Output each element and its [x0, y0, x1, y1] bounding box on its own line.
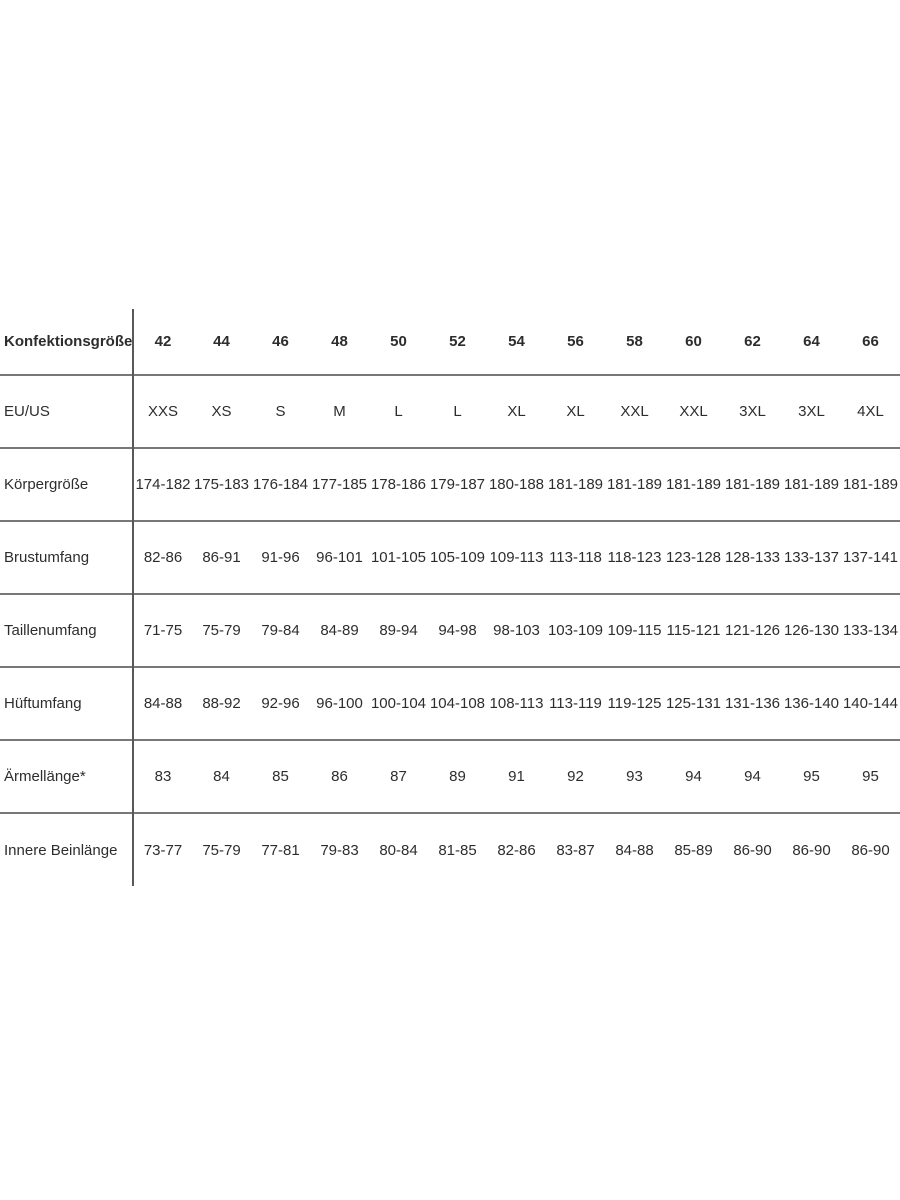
table-cell: 85: [251, 740, 310, 813]
table-cell: 101-105: [369, 521, 428, 594]
table-cell: 81-85: [428, 813, 487, 886]
table-cell: 84: [192, 740, 251, 813]
table-cell: 60: [685, 333, 702, 350]
table-cell: 136-140: [782, 667, 841, 740]
table-cell: 181-189: [841, 448, 900, 521]
size-chart: [0, 309, 900, 886]
table-cell: 86-90: [841, 813, 900, 886]
table-cell: 48: [331, 333, 348, 350]
table-cell: 54: [508, 333, 525, 350]
table-cell: 109-113: [487, 521, 546, 594]
table-cell: 77-81: [251, 813, 310, 886]
table-cell: 104-108: [428, 667, 487, 740]
table-cell: 94-98: [428, 594, 487, 667]
table-cell: 98-103: [487, 594, 546, 667]
table-cell: 96-100: [310, 667, 369, 740]
table-cell: 79-83: [310, 813, 369, 886]
table-cell: 174-182: [133, 448, 192, 521]
table-cell: 58: [626, 333, 643, 350]
row-label: Innere Beinlänge: [0, 813, 133, 886]
table-cell: 113-118: [546, 521, 605, 594]
table-cell: L: [369, 375, 428, 448]
table-cell: 181-189: [664, 448, 723, 521]
table-cell: XS: [192, 375, 251, 448]
table-cell: 181-189: [546, 448, 605, 521]
table-cell: 88-92: [192, 667, 251, 740]
table-cell: 177-185: [310, 448, 369, 521]
table-cell: 181-189: [723, 448, 782, 521]
table-cell: 87: [369, 740, 428, 813]
table-cell: 94: [664, 740, 723, 813]
table-cell: 108-113: [487, 667, 546, 740]
table-cell: 128-133: [723, 521, 782, 594]
table-row: [0, 309, 900, 375]
table-cell: 140-144: [841, 667, 900, 740]
table-cell: 115-121: [664, 594, 723, 667]
table-cell: 42: [154, 333, 172, 350]
row-label: Hüftumfang: [0, 667, 133, 740]
table-cell: 75-79: [192, 813, 251, 886]
table-cell: 89: [428, 740, 487, 813]
table-cell: XL: [487, 375, 546, 448]
size-chart-table: [0, 309, 900, 886]
table-cell: 3XL: [723, 375, 782, 448]
table-cell: 64: [803, 333, 820, 350]
table-cell: 66: [862, 333, 879, 350]
table-cell: S: [251, 375, 310, 448]
row-label: Taillenumfang: [0, 594, 133, 667]
table-cell: 75-79: [192, 594, 251, 667]
table-cell: 4XL: [841, 375, 900, 448]
table-cell: 179-187: [428, 448, 487, 521]
table-row: [0, 375, 900, 448]
table-cell: M: [310, 375, 369, 448]
table-cell: 105-109: [428, 521, 487, 594]
table-cell: 82-86: [487, 813, 546, 886]
table-cell: 82-86: [133, 521, 192, 594]
table-cell: 92: [546, 740, 605, 813]
row-label: Brustumfang: [0, 521, 133, 594]
table-cell: 93: [605, 740, 664, 813]
table-cell: 50: [390, 333, 407, 350]
table-cell: 86-91: [192, 521, 251, 594]
table-cell: 46: [272, 333, 289, 350]
table-cell: 86-90: [782, 813, 841, 886]
table-cell: 86: [310, 740, 369, 813]
table-cell: 133-134: [841, 594, 900, 667]
table-cell: XL: [546, 375, 605, 448]
table-cell: 180-188: [487, 448, 546, 521]
table-cell: 56: [567, 333, 584, 350]
table-cell: 44: [213, 333, 230, 350]
table-cell: 96-101: [310, 521, 369, 594]
table-cell: 137-141: [841, 521, 900, 594]
table-cell: 95: [841, 740, 900, 813]
table-cell: 85-89: [664, 813, 723, 886]
table-cell: 133-137: [782, 521, 841, 594]
table-cell: 176-184: [251, 448, 310, 521]
table-cell: 86-90: [723, 813, 782, 886]
table-cell: 118-123: [605, 521, 664, 594]
table-cell: 95: [782, 740, 841, 813]
table-cell: 3XL: [782, 375, 841, 448]
table-cell: 123-128: [664, 521, 723, 594]
row-label: EU/US: [0, 375, 133, 448]
table-cell: 181-189: [782, 448, 841, 521]
table-cell: XXS: [133, 375, 192, 448]
table-cell: 175-183: [192, 448, 251, 521]
table-cell: 84-88: [133, 667, 192, 740]
table-cell: 83: [133, 740, 192, 813]
table-cell: 181-189: [605, 448, 664, 521]
table-cell: 113-119: [546, 667, 605, 740]
table-cell: 94: [723, 740, 782, 813]
table-cell: 84-88: [605, 813, 664, 886]
table-cell: 178-186: [369, 448, 428, 521]
row-label: Ärmellänge*: [0, 740, 133, 813]
row-label: Konfektionsgröße: [0, 309, 133, 375]
table-cell: 80-84: [369, 813, 428, 886]
table-row: [0, 740, 900, 813]
size-chart-body: [0, 309, 900, 886]
table-cell: 71-75: [133, 594, 192, 667]
table-cell: 79-84: [251, 594, 310, 667]
table-cell: 91: [487, 740, 546, 813]
table-cell: XXL: [605, 375, 664, 448]
table-cell: 125-131: [664, 667, 723, 740]
table-cell: 126-130: [782, 594, 841, 667]
table-row: [0, 594, 900, 667]
table-cell: 119-125: [605, 667, 664, 740]
table-row: [0, 448, 900, 521]
table-cell: 62: [744, 333, 761, 350]
table-cell: 100-104: [369, 667, 428, 740]
table-row: [0, 521, 900, 594]
table-cell: 73-77: [133, 813, 192, 886]
table-row: [0, 667, 900, 740]
table-cell: 83-87: [546, 813, 605, 886]
table-cell: 92-96: [251, 667, 310, 740]
table-cell: 52: [449, 333, 466, 350]
table-cell: 103-109: [546, 594, 605, 667]
table-cell: 109-115: [605, 594, 664, 667]
table-cell: XXL: [664, 375, 723, 448]
table-row: [0, 813, 900, 886]
table-cell: 121-126: [723, 594, 782, 667]
table-cell: 131-136: [723, 667, 782, 740]
table-cell: 91-96: [251, 521, 310, 594]
table-cell: 84-89: [310, 594, 369, 667]
table-cell: 89-94: [369, 594, 428, 667]
table-cell: L: [428, 375, 487, 448]
row-label: Körpergröße: [0, 448, 133, 521]
